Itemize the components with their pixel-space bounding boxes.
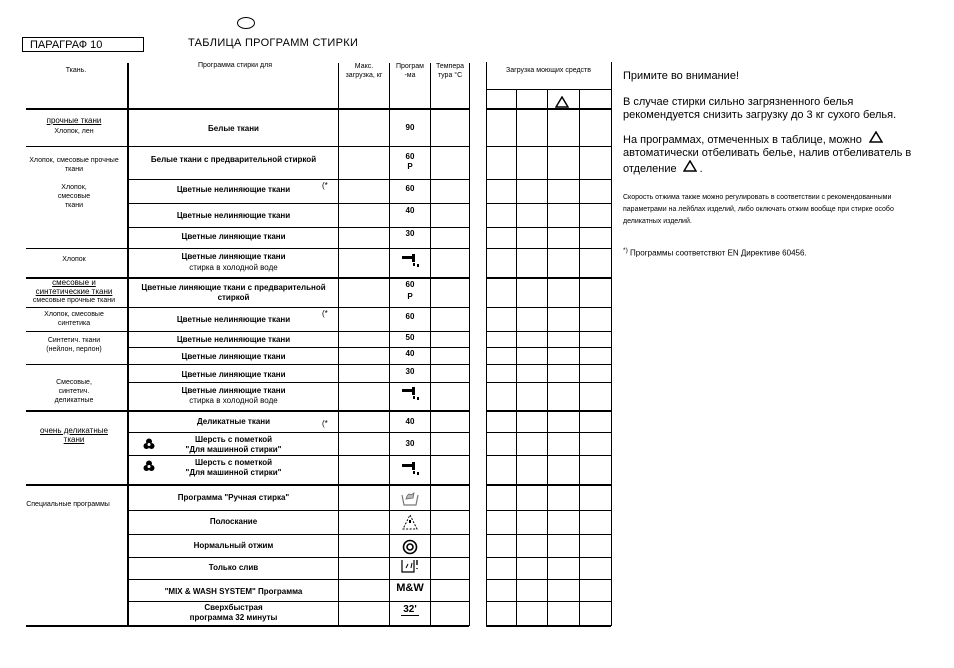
program-number: 50 (405, 333, 415, 342)
program-name: Белые ткани с предварительной стиркой (150, 155, 317, 164)
fabric-label: Смесовые, синтетич. деликатные (54, 379, 94, 404)
program-number: 60 (405, 184, 415, 193)
footnote-star: (* (322, 181, 328, 190)
cold-water-icon (390, 460, 430, 481)
program-name: Цветные нелиняющие ткани (176, 185, 291, 194)
program-number: 40 (405, 349, 415, 358)
fabric-group-label: смесовые и синтетические ткани (35, 278, 113, 296)
table-row-line (26, 331, 469, 332)
fabric-column-header: Ткань. (65, 67, 87, 74)
program-name: Программа "Ручная стирка" (177, 493, 290, 502)
detergent-grid-line (516, 89, 517, 626)
program-subtitle: стирка в холодной воде (189, 396, 278, 405)
table-bottom-line (26, 625, 469, 627)
program-number: 30 (405, 367, 415, 376)
program-name: Цветные линяющие ткани (181, 370, 286, 379)
paragraph-label: ПАРАГРАФ 10 (22, 37, 144, 52)
notes-footnote: *) Программы соответствют EN Директиве 60456. (623, 247, 807, 258)
program-number: 30 (405, 229, 415, 238)
detergent-grid-line (486, 248, 611, 249)
program-name: Цветные линяющие ткани с предварительной стиркой (141, 283, 326, 302)
table-row-line (129, 179, 469, 180)
program-name: Шерсть с пометкой (194, 435, 273, 444)
detergent-grid-line (486, 579, 611, 580)
detergent-grid-line (486, 534, 611, 535)
fabric-group-label: прочные ткани (46, 116, 102, 125)
detergent-grid-line (486, 146, 611, 147)
table-row-line (26, 248, 469, 249)
bleach-triangle-icon (683, 160, 697, 172)
rinse-icon (390, 513, 430, 536)
table-row-line (129, 203, 469, 204)
fabric-label: Хлопок (62, 256, 86, 263)
detergent-grid-line (486, 347, 611, 348)
notes-paragraph: В случае стирки сильно загрязненного белья рекомендуется снизить загрузку до 3 кг сухого белья. (623, 96, 897, 121)
detergent-grid-line (486, 364, 611, 365)
detergent-grid-line (486, 108, 611, 110)
program-name: Белые ткани (208, 124, 259, 133)
table-row-line (129, 227, 469, 228)
detergent-grid-line (486, 331, 611, 332)
page-marker-circle (237, 17, 255, 29)
detergent-grid-line (486, 601, 611, 602)
detergent-grid-line (486, 432, 611, 433)
fabric-label: смесовые прочные ткани (32, 297, 116, 304)
detergent-grid-line (486, 307, 611, 308)
fabric-label: Хлопок, смесовые синтетика (44, 311, 104, 327)
table-divider (469, 63, 470, 626)
cold-water-icon (390, 385, 430, 406)
program-name: "MIX & WASH SYSTEM" Программа (164, 587, 303, 596)
detergent-grid-line (579, 89, 580, 626)
table-row-line (26, 364, 469, 365)
program-name: Деликатные ткани (196, 417, 271, 426)
drain-icon (390, 557, 430, 582)
hand-wash-icon (390, 489, 430, 512)
detergent-column-header: Загрузка моющих средств (506, 67, 591, 74)
notes-bleach-paragraph: На программах, отмеченных в таблице, можно автоматически отбеливать белье, налив отбеливатель в отделение . (623, 131, 923, 176)
program-name: Цветные нелиняющие ткани (176, 315, 291, 324)
notes-spin-info: Скорость отжима также можно регулировать в соответствии с рекомендованными параметрами на лейблах изделий, либо оключать отжим вообще при стирке особо деликатных изделий. (623, 194, 894, 225)
detergent-grid-line (486, 179, 611, 180)
quick-32-min-icon: 32' (403, 604, 417, 615)
program-subtitle: "Для машинной стирки" (185, 445, 282, 454)
detergent-grid-line (486, 510, 611, 511)
detergent-grid-line (486, 484, 611, 486)
detergent-grid-line (486, 227, 611, 228)
program-name: Цветные линяющие ткани (181, 352, 286, 361)
table-row-line (129, 601, 469, 602)
program-name: Цветные нелиняющие ткани (176, 211, 291, 220)
table-row-line (26, 307, 469, 308)
program-number: 40 (405, 417, 415, 426)
bleach-triangle-icon (869, 131, 883, 143)
program-number: 60 (405, 152, 415, 161)
program-column-header: Программа стирки для (197, 62, 272, 69)
program-number: 60 (405, 280, 415, 289)
program-number: 30 (405, 439, 415, 448)
table-row-line (26, 410, 469, 412)
load-column-header: Макс. загрузка, кг (345, 63, 383, 79)
program-subtitle: "Для машинной стирки" (185, 468, 282, 477)
fabric-label: Специальные программы (26, 501, 110, 508)
table-row-line (129, 455, 469, 456)
table-header-divider (26, 108, 469, 110)
fabric-label: Хлопок, лен (54, 128, 94, 135)
program-name: Шерсть с пометкой (194, 458, 273, 467)
cold-water-icon (390, 252, 430, 273)
program-name: Полоскание (209, 517, 258, 526)
program-name: Цветные линяющие ткани (181, 232, 286, 241)
table-divider (338, 63, 339, 626)
program-number: 40 (405, 206, 415, 215)
fabric-label: Хлопок, смесовые прочные ткани (29, 157, 119, 173)
program-number-suffix: P (407, 292, 413, 301)
detergent-grid-line (547, 89, 548, 626)
detergent-grid-line (486, 455, 611, 456)
page-title: ТАБЛИЦА ПРОГРАММ СТИРКИ (188, 37, 359, 49)
program-number: 90 (405, 123, 415, 132)
detergent-grid-line (486, 625, 611, 627)
program-subtitle: стирка в холодной воде (189, 263, 278, 272)
program-name: Только слив (208, 563, 259, 572)
detergent-grid-line (486, 410, 611, 412)
footnote-star: (* (322, 419, 328, 428)
bleach-triangle-icon (555, 95, 569, 113)
table-divider (430, 63, 431, 626)
temperature-column-header: Темпера тура °C (435, 63, 465, 79)
program-name: Сверхбыстрая (204, 603, 263, 612)
program-name: Цветные линяющие ткани (181, 252, 286, 261)
program-number: 60 (405, 312, 415, 321)
detergent-grid-line (486, 89, 611, 90)
detergent-grid-line (486, 557, 611, 558)
table-row-line (129, 347, 469, 348)
program-name: Цветные линяющие ткани (181, 386, 286, 395)
program-name: Нормальный отжим (193, 541, 274, 550)
mix-and-wash-icon: M&W (396, 582, 424, 594)
fabric-label: Хлопок, смесовые ткани (57, 184, 91, 209)
footnote-star: (* (322, 309, 328, 318)
table-row-line (129, 382, 469, 383)
table-row-line (129, 432, 469, 433)
program-name: Цветные нелиняющие ткани (176, 335, 291, 344)
detergent-grid-line (486, 203, 611, 204)
detergent-grid-line (486, 382, 611, 383)
detergent-grid-line (486, 277, 611, 279)
program-number-suffix: P (407, 162, 413, 171)
program-subtitle: программа 32 минуты (189, 613, 278, 622)
fabric-label: Синтетич. ткани (нейлон, перлон) (46, 337, 102, 353)
notes-heading: Примите во внимание! (623, 70, 739, 82)
program-number-column-header: Програм -ма (396, 63, 424, 79)
table-row-line (26, 484, 469, 486)
fabric-group-label: очень деликатные ткани (40, 426, 108, 444)
table-row-line (26, 146, 469, 147)
